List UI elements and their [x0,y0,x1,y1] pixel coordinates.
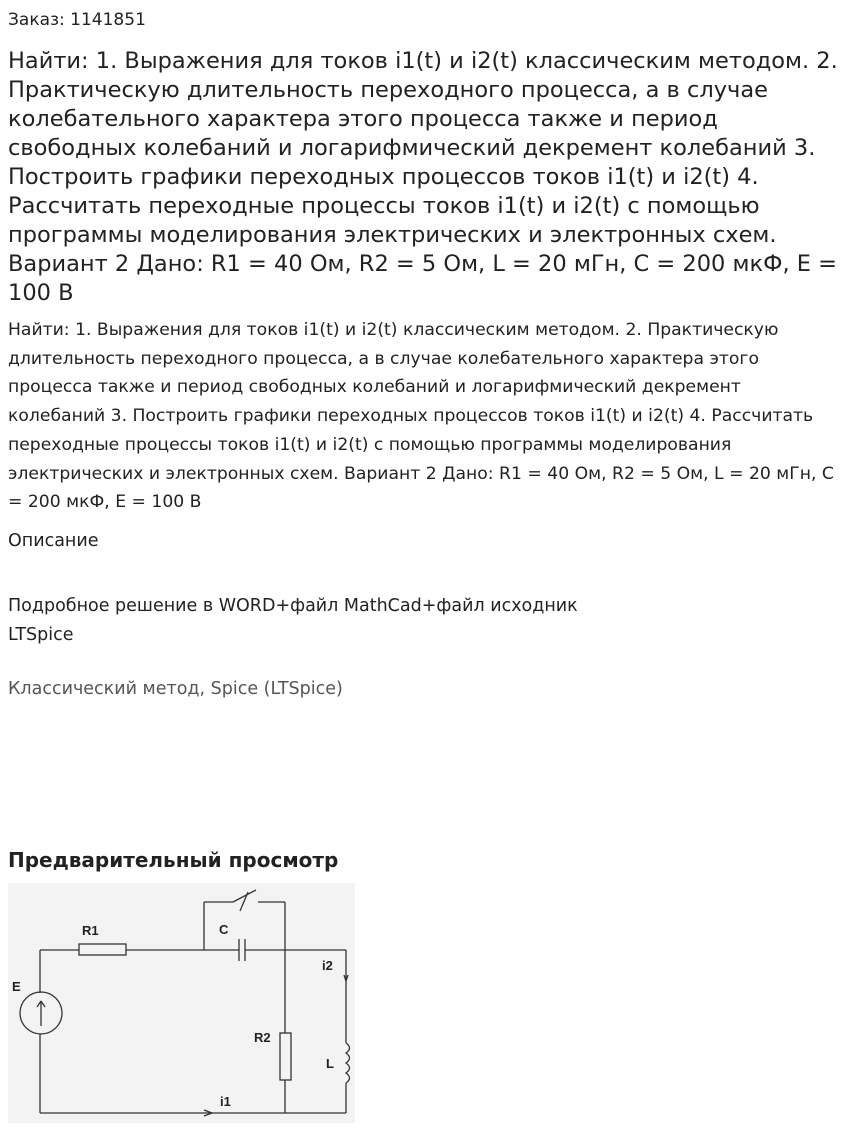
preview-image[interactable] [8,883,355,1123]
label-r1: R1 [82,923,99,938]
inductor-l [346,1043,350,1083]
tags: Классический метод, Spice (LTSpice) [8,679,343,699]
label-e: E [12,979,21,994]
description-heading: Описание [8,531,99,551]
page-title: Найти: 1. Выражения для токов i1(t) и i2(t) классическим методом. 2. Практическую длительность переходного процесса, а в случае колебательного характера этого процесса также и период свободных колебаний и логарифмический декремент колебаний 3. Построить графики переходных процессов токов i1(t) и i2(t) 4. Рассчитать переходные процессы токов i1(t) и i2(t) с помощью программы моделирования электрических и электронных схем. Вариант 2 Дано: R1 = 40 Ом, R2 = 5 Ом, L = 20 мГн, C = 200 мкФ, E = 100 В [8,48,838,306]
task-description: Найти: 1. Выражения для токов i1(t) и i2(t) классическим методом. 2. Практическую длительность переходного процесса, а в случае колебательного характера этого процесса также и период свободных колебаний и логарифмический декремент колебаний 3. Построить графики переходных процессов токов i1(t) и i2(t) 4. Рассчитать переходные процессы токов i1(t) и i2(t) с помощью программы моделирования электрических и электронных схем. Вариант 2 Дано: R1 = 40 Ом, R2 = 5 Ом, L = 20 мГн, C = 200 мкФ, E = 100 В [8,320,834,513]
label-i2: i2 [322,958,333,973]
label-c: C [219,922,229,937]
label-r2: R2 [254,1030,271,1045]
description-text: Подробное решение в WORD+файл MathCad+файл исходник LTSpice [8,596,578,645]
switch-arrow [240,892,248,911]
label-i1: i1 [220,1094,231,1109]
resistor-r1 [79,944,126,955]
resistor-r2 [280,1033,291,1080]
order-number: Заказ: 1141851 [8,10,146,30]
circuit-diagram [8,883,355,1123]
preview-heading: Предварительный просмотр [8,848,339,872]
label-l: L [326,1056,334,1071]
